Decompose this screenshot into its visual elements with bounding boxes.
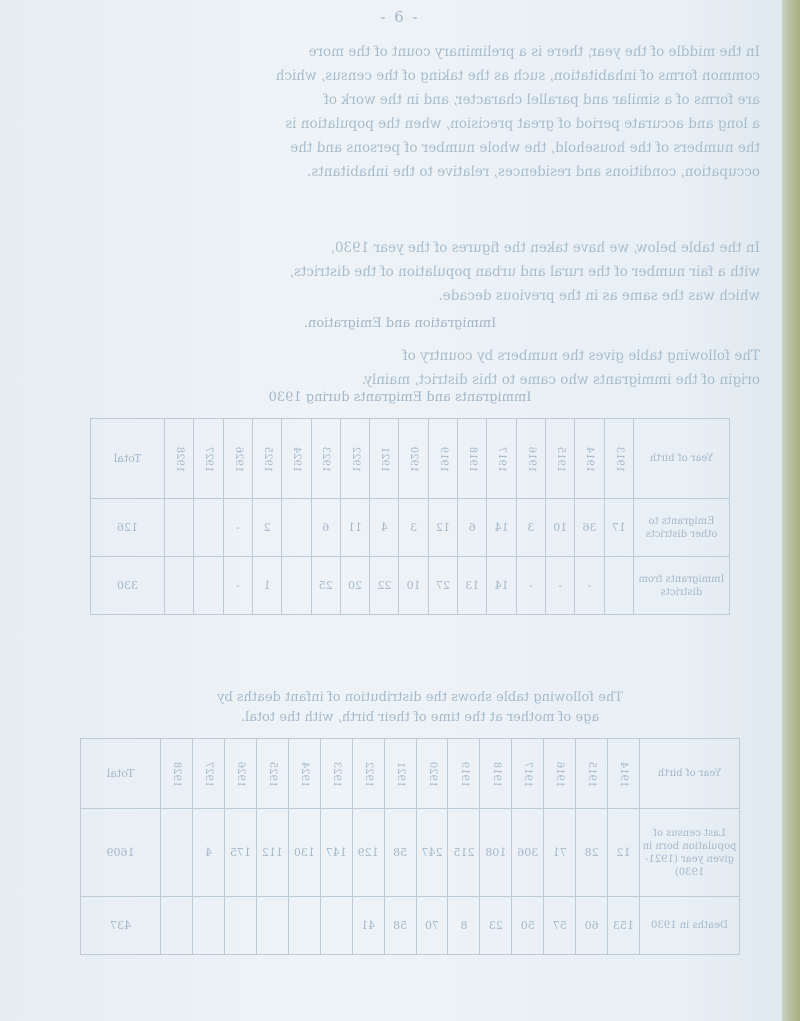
text-line: common forms of inhabitation, such as the taking of the census, which xyxy=(275,68,760,84)
table-cell xyxy=(165,557,194,615)
table-cell: 14 xyxy=(487,499,516,557)
table2-col: 1916 xyxy=(544,739,576,809)
table1-col: 1913 xyxy=(604,419,633,499)
table-cell: 28 xyxy=(576,809,608,897)
table-row xyxy=(81,809,740,897)
table-cell xyxy=(161,809,193,897)
table2-col: 1923 xyxy=(320,739,352,809)
table-cell: 1 xyxy=(252,557,281,615)
table1-col: 1914 xyxy=(575,419,604,499)
table-cell: 11 xyxy=(340,499,369,557)
table-cell: 50 xyxy=(512,897,544,955)
table-cell: 60 xyxy=(576,897,608,955)
table2-header-first: Year of birth xyxy=(640,739,740,809)
table-cell xyxy=(194,499,223,557)
table2-caption xyxy=(110,688,730,728)
table1-col: 1918 xyxy=(458,419,487,499)
table2-col: 1924 xyxy=(288,739,320,809)
row-total: 126 xyxy=(91,499,165,557)
table-cell: 41 xyxy=(352,897,384,955)
table-cell: 8 xyxy=(448,897,480,955)
text-line: which was the same as in the previous decade. xyxy=(438,288,760,304)
table-cell: 147 xyxy=(320,809,352,897)
table-cell: 23 xyxy=(480,897,512,955)
row-label: Deaths in 1930 xyxy=(640,897,740,955)
table-cell: 153 xyxy=(608,897,640,955)
table-cell: 3 xyxy=(399,499,428,557)
table1-col: 1917 xyxy=(487,419,516,499)
table-cell: 12 xyxy=(608,809,640,897)
table2-col: 1918 xyxy=(480,739,512,809)
table-cell: 36 xyxy=(575,499,604,557)
table-cell: 27 xyxy=(428,557,457,615)
table2-col: 1917 xyxy=(512,739,544,809)
table-cell: 129 xyxy=(352,809,384,897)
table1-col: 1920 xyxy=(399,419,428,499)
table-cell: 215 xyxy=(448,809,480,897)
table-cell xyxy=(225,897,257,955)
table-cell xyxy=(193,897,225,955)
intro-paragraph xyxy=(40,40,760,184)
table-cell: 112 xyxy=(256,809,288,897)
second-paragraph xyxy=(40,236,760,308)
text-line: In the middle of the year, there is a preliminary count of the more xyxy=(308,44,760,60)
text-line: with a fair number of the rural and urban population of the districts, xyxy=(289,264,760,280)
table-cell: 4 xyxy=(370,499,399,557)
table-cell: 247 xyxy=(416,809,448,897)
table-cell: 3 xyxy=(516,499,545,557)
text-line: The following table gives the numbers by country of xyxy=(402,348,760,364)
table2-col: 1921 xyxy=(384,739,416,809)
table-cell: 2 xyxy=(252,499,281,557)
table-cell: 306 xyxy=(512,809,544,897)
table2-col: 1922 xyxy=(352,739,384,809)
text-line: origin of the immigrants who came to this district, mainly. xyxy=(361,372,760,388)
table-cell: 20 xyxy=(340,557,369,615)
table-row xyxy=(81,897,740,955)
table-cell: 22 xyxy=(370,557,399,615)
text-line: age of mother at the time of their birth, with the total. xyxy=(240,710,600,725)
table-cell: 17 xyxy=(604,499,633,557)
table-1 xyxy=(90,418,730,615)
table2-col: 1928 xyxy=(161,739,193,809)
table1-col: 1921 xyxy=(370,419,399,499)
book-spine-edge xyxy=(782,0,800,1021)
table1-col: 1923 xyxy=(311,419,340,499)
table-row xyxy=(91,499,730,557)
table2-col: 1927 xyxy=(193,739,225,809)
section-heading: Immigration and Emigration. xyxy=(303,316,497,331)
table-cell xyxy=(282,499,311,557)
text-line: the numbers of the household, the whole number of persons and the xyxy=(290,140,760,156)
table-2 xyxy=(80,738,740,955)
table-cell xyxy=(161,897,193,955)
text-line: In the table below, we have taken the figures of the year 1930, xyxy=(330,240,760,256)
row-label: Last census of population born in given year (1921-1930) xyxy=(640,809,740,897)
table-cell: - xyxy=(223,557,252,615)
table-cell: 10 xyxy=(399,557,428,615)
table-cell: 57 xyxy=(544,897,576,955)
table-cell: 25 xyxy=(311,557,340,615)
table1-col: 1926 xyxy=(223,419,252,499)
table-cell: 130 xyxy=(288,809,320,897)
third-paragraph xyxy=(40,344,760,392)
table-cell: 108 xyxy=(480,809,512,897)
table2-col: 1915 xyxy=(576,739,608,809)
text-line: a long and accurate period of great precision, when the population is xyxy=(285,116,760,132)
table-cell: 13 xyxy=(458,557,487,615)
table2-col: 1925 xyxy=(256,739,288,809)
table-cell xyxy=(604,557,633,615)
text-line: The following table shows the distribution of infant deaths by xyxy=(217,690,623,705)
table-row xyxy=(91,557,730,615)
row-total: 330 xyxy=(91,557,165,615)
table1-col: 1925 xyxy=(252,419,281,499)
text-line: are forms of a similar and parallel character, and in the work of xyxy=(323,92,760,108)
table-cell: 6 xyxy=(458,499,487,557)
table1-col: 1927 xyxy=(194,419,223,499)
row-label: Emigrants to other districts xyxy=(634,499,730,557)
table2-total-head: Total xyxy=(81,739,161,809)
table-cell xyxy=(194,557,223,615)
row-total: 1609 xyxy=(81,809,161,897)
table-cell: 58 xyxy=(384,897,416,955)
table-cell xyxy=(256,897,288,955)
table2-col: 1920 xyxy=(416,739,448,809)
table1-header-first: Year of birth xyxy=(634,419,730,499)
table-cell xyxy=(288,897,320,955)
row-total: 437 xyxy=(81,897,161,955)
table1-col: 1919 xyxy=(428,419,457,499)
table-cell: 70 xyxy=(416,897,448,955)
table-cell: 175 xyxy=(225,809,257,897)
table2-col: 1914 xyxy=(608,739,640,809)
row-label: Immigrants from districts xyxy=(634,557,730,615)
table1-col: 1922 xyxy=(340,419,369,499)
table-cell xyxy=(320,897,352,955)
table-cell xyxy=(282,557,311,615)
table1-col: 1915 xyxy=(546,419,575,499)
table1-total-head: Total xyxy=(91,419,165,499)
table-cell: 58 xyxy=(384,809,416,897)
table1-col: 1916 xyxy=(516,419,545,499)
table1-col: 1924 xyxy=(282,419,311,499)
table2-col: 1926 xyxy=(225,739,257,809)
text-line: occupation, conditions and residences, relative to the inhabitants. xyxy=(307,164,760,180)
table-cell: - xyxy=(575,557,604,615)
table-cell: 6 xyxy=(311,499,340,557)
page-number: - 6 - xyxy=(380,8,420,26)
table-cell: - xyxy=(546,557,575,615)
table-cell: 10 xyxy=(546,499,575,557)
table-cell: 4 xyxy=(193,809,225,897)
table-cell: - xyxy=(223,499,252,557)
table2-col: 1919 xyxy=(448,739,480,809)
table-cell: - xyxy=(516,557,545,615)
table-cell: 14 xyxy=(487,557,516,615)
table-cell: 12 xyxy=(428,499,457,557)
table-cell: 71 xyxy=(544,809,576,897)
table1-title: Immigrants and Emigrants during 1930 xyxy=(268,390,532,405)
table1-col: 1928 xyxy=(165,419,194,499)
table-cell xyxy=(165,499,194,557)
